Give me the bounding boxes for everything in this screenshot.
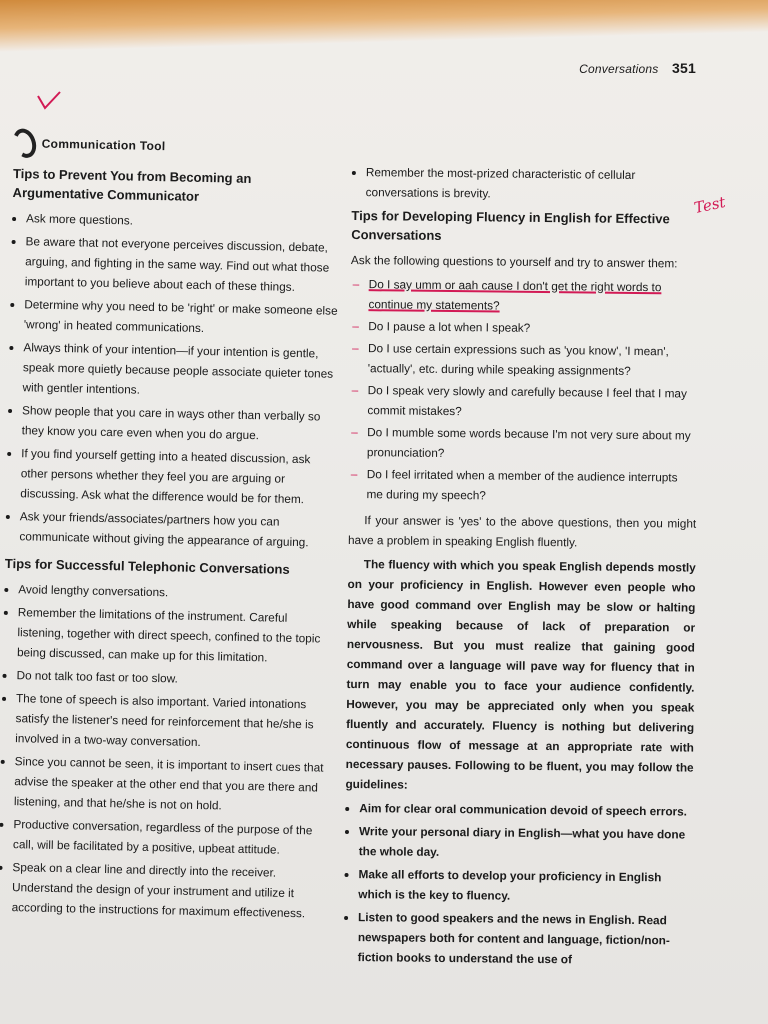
page-number: 351 bbox=[672, 60, 696, 76]
paragraph: If your answer is 'yes' to the above questions, then you might have a problem in speaking English fluently. bbox=[347, 513, 697, 550]
fluency-guidelines-list bbox=[344, 798, 694, 971]
running-header bbox=[579, 60, 696, 76]
left-column bbox=[0, 128, 344, 927]
list-item: • Ask your friends/associates/partners how you can communicate without giving the appearance of arguing. bbox=[19, 506, 336, 553]
list-item: • Remember the most-prized characteristic of cellular conversations is brevity. bbox=[366, 162, 700, 205]
list-item: • Speak on a clear line and directly into the receiver. Understand the design of your instrument and utilize it according to the instructions for maximum effectiveness. bbox=[11, 857, 328, 924]
list-item: • Ask more questions. bbox=[26, 208, 342, 235]
tool-logo-icon bbox=[9, 125, 39, 160]
list-item: – Do I mumble some words because I'm not very sure about my pronunciation? bbox=[351, 425, 691, 460]
list-item: • Always think of your intention—if your intention is gentle, speak more quietly because people associate quieter tones with gentler intentions. bbox=[22, 337, 339, 404]
fluency-intro: Ask the following questions to yourself and try to answer them: bbox=[350, 252, 678, 271]
list-item: • Avoid lengthy conversations. bbox=[18, 579, 334, 606]
list-item: – Do I use certain expressions such as 'you know', 'I mean', 'actually', etc. during while speaking assignments? bbox=[351, 341, 669, 378]
section-title-fluency: Tips for Developing Fluency in English for Effective Conversations bbox=[351, 207, 670, 243]
list-item: – Do I speak very slowly and carefully because I feel that I may commit mistakes? bbox=[351, 383, 687, 419]
argumentative-tips-list bbox=[5, 208, 342, 553]
list-item: • Remember the limitations of the instrument. Careful listening, together with direct speech, confined to the topic being discussed, can make up for this limitation. bbox=[17, 602, 334, 669]
communication-tool-heading bbox=[13, 128, 344, 165]
list-item: – Do I say umm or aah cause I don't get the right words to continue my statements? bbox=[352, 277, 662, 313]
paragraph: The fluency with which you speak English depends mostly on your proficiency in English. However even people who have good command over English may be slow or halting while speaking because of lack of preparation or nervousness. But you must realize that gaining good command over a language will pave way for fluency that in turn may enable you to face your audience confidently. However, you may be appreciated only when you speak fluently and accurately. Fluency is nothing but delivering continuous flow of message at an appropriate rate with necessary pauses. Following to be fluent, you may follow the guidelines: bbox=[345, 557, 696, 792]
list-item: • Show people that you care in ways other than verbally so they know you care even when you do argue. bbox=[21, 400, 338, 447]
section-title-telephonic: Tips for Successful Telephonic Conversations bbox=[4, 555, 290, 577]
right-column bbox=[344, 162, 700, 974]
list-item: • Be aware that not everyone perceives discussion, debate, arguing, and fighting in the same way. Find out what those important to you believe about each of these things. bbox=[25, 231, 342, 298]
red-check-mark-icon bbox=[36, 88, 62, 114]
telephonic-tips-list bbox=[0, 579, 334, 924]
list-item: – Do I pause a lot when I speak? bbox=[352, 319, 531, 335]
cellular-tip-list bbox=[352, 162, 700, 206]
list-item: • Do not talk too fast or too slow. bbox=[16, 665, 332, 692]
list-item: • Aim for clear oral communication devoid of speech errors. bbox=[359, 798, 693, 821]
fluency-questions-list bbox=[348, 274, 698, 508]
tool-label: Communication Tool bbox=[41, 136, 166, 154]
list-item: • Listen to good speakers and the news in English. Read newspapers both for content and language, fiction/non-fiction books to understand the use of bbox=[358, 907, 693, 970]
list-item: • Write your personal diary in English—what you have done the whole day. bbox=[359, 821, 693, 864]
list-item: • Productive conversation, regardless of the purpose of the call, will be facilitated by a positive, upbeat attitude. bbox=[13, 814, 330, 861]
list-item: • The tone of speech is also important. Varied intonations satisfy the listener's need for reinforcement that he/she is involved in a two-way conversation. bbox=[15, 688, 332, 755]
handwritten-margin-note: Test bbox=[692, 192, 727, 218]
list-item: • If you find yourself getting into a heated discussion, ask other persons whether they feel you are arguing or discussing. Ask what the difference would be for them. bbox=[20, 443, 337, 510]
list-item: – Do I feel irritated when a member of the audience interrupts me during my speech? bbox=[350, 467, 678, 503]
list-item: • Make all efforts to develop your proficiency in English which is the key to fluency. bbox=[358, 864, 692, 907]
chapter-title: Conversations bbox=[579, 62, 659, 76]
page-edge-shadow bbox=[0, 0, 768, 52]
list-item: • Determine why you need to be 'right' or make someone else 'wrong' in heated communications. bbox=[24, 294, 341, 341]
section-title-argumentative: Tips to Prevent You from Becoming an Argumentative Communicator bbox=[12, 165, 252, 204]
list-item: • Since you cannot be seen, it is important to insert cues that advise the speaker at the other end that you are there and listening, and that he/she is not on hold. bbox=[14, 751, 331, 818]
